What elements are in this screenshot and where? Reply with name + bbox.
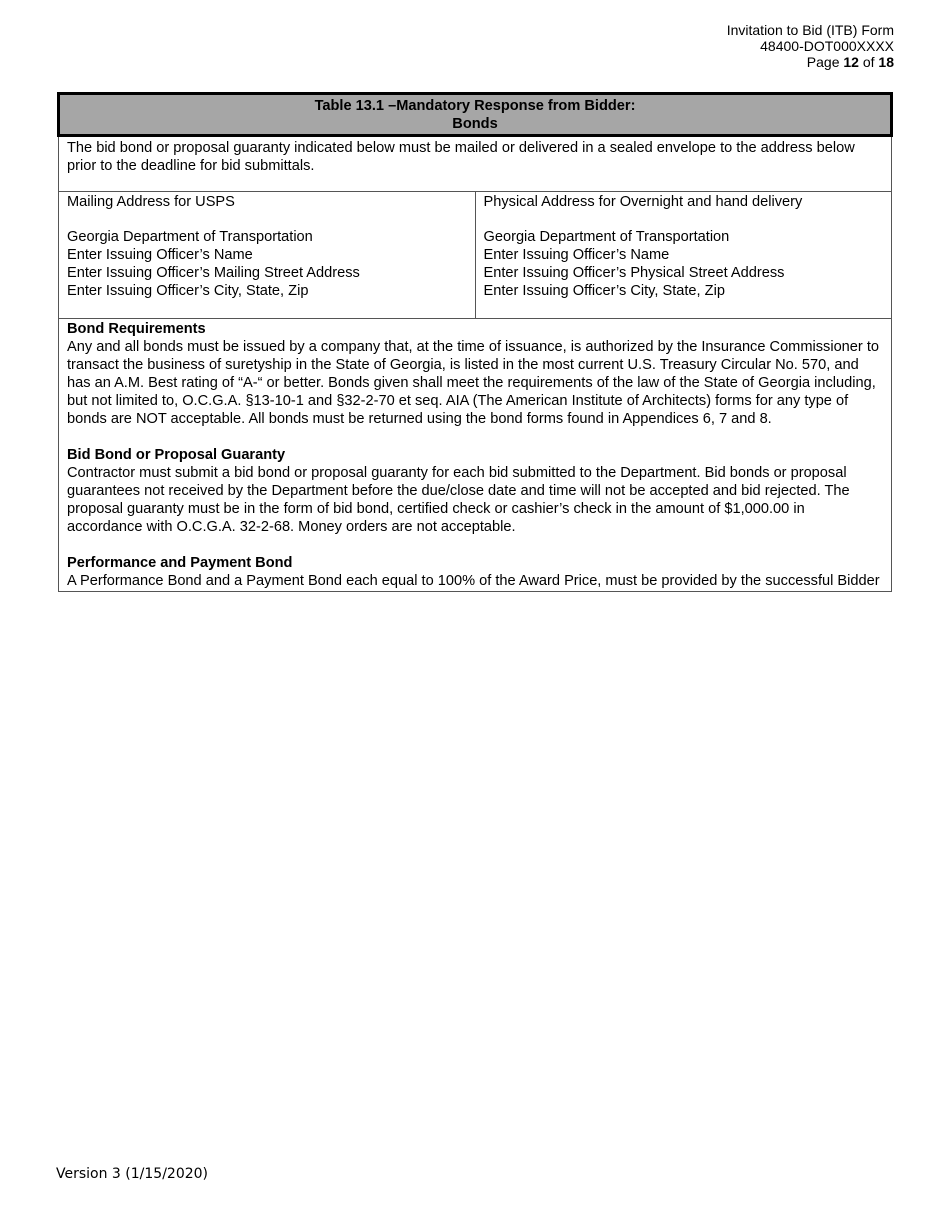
mailing-address-line: Enter Issuing Officer’s City, State, Zip xyxy=(67,283,309,299)
physical-address-heading: Physical Address for Overnight and hand delivery xyxy=(483,194,803,210)
mailing-address-line: Georgia Department of Transportation xyxy=(67,229,313,245)
form-title: Invitation to Bid (ITB) Form xyxy=(726,22,894,38)
bond-requirements-body: Any and all bonds must be issued by a company that, at the time of issuance, is authorized by the Insurance Commissioner to transact the business of suretyship in the State of Georgia, is listed in the most current U.S. Treasury Circular No. 570, and has an A.M. Best rating of “A-“ or better. Bonds given shall meet the requirements of the law of the State of Georgia including, but not limited to, O.C.G.A. §13-10-1 and §32-2-70 et seq. AIA (The American Institute of Architects) forms for any type of bonds are NOT acceptable. All bonds must be returned using the bond forms found in Appendices 6, 7 and 8. xyxy=(67,339,880,427)
page-number xyxy=(727,54,894,70)
form-number: 48400-DOT000XXXX xyxy=(760,38,894,54)
mailing-address-heading: Mailing Address for USPS xyxy=(67,194,235,210)
performance-bond-title: Performance and Payment Bond xyxy=(67,555,293,571)
performance-bond-body: A Performance Bond and a Payment Bond each equal to 100% of the Award Price, must be provided by the successful Bidder xyxy=(67,573,880,589)
bid-bond-title: Bid Bond or Proposal Guaranty xyxy=(67,447,286,463)
physical-address-line: Georgia Department of Transportation xyxy=(483,229,730,245)
bonds-table xyxy=(57,92,893,592)
page-current: 12 xyxy=(843,54,859,70)
version-footer: Version 3 (1/15/2020) xyxy=(56,1166,208,1182)
bid-bond-body: Contractor must submit a bid bond or proposal guaranty for each bid submitted to the Department. Bid bonds or proposal guarantees not received by the Department before the due/close date and time will not be accepted and bid rejected. The proposal guaranty must be in the form of bid bond, certified check or cashier’s check in the amount of $1,000.00 in accordance with O.C.G.A. 32-2-68. Money orders are not acceptable. xyxy=(67,465,850,535)
physical-address-line: Enter Issuing Officer’s City, State, Zip xyxy=(483,283,725,299)
physical-address-line: Enter Issuing Officer’s Name xyxy=(483,247,670,263)
mailing-address-line: Enter Issuing Officer’s Mailing Street Address xyxy=(67,265,360,281)
table-title xyxy=(59,94,892,136)
mailing-address-cell xyxy=(59,192,476,319)
table-title-line-1: Table 13.1 –Mandatory Response from Bidder: xyxy=(314,98,636,114)
page-total: 18 xyxy=(878,54,894,70)
physical-address-cell xyxy=(475,192,892,319)
intro-text: The bid bond or proposal guaranty indicated below must be mailed or delivered in a sealed envelope to the address below prior to the deadline for bid submittals. xyxy=(67,140,855,174)
page-header xyxy=(727,22,894,70)
table-title-line-2: Bonds xyxy=(452,116,498,132)
page-of: of xyxy=(862,54,875,70)
requirements-cell xyxy=(59,319,892,592)
intro-cell xyxy=(59,136,892,192)
bond-requirements-title: Bond Requirements xyxy=(67,321,206,337)
page-label: Page xyxy=(806,54,840,70)
mailing-address-line: Enter Issuing Officer’s Name xyxy=(67,247,253,263)
physical-address-line: Enter Issuing Officer’s Physical Street Address xyxy=(483,265,785,281)
